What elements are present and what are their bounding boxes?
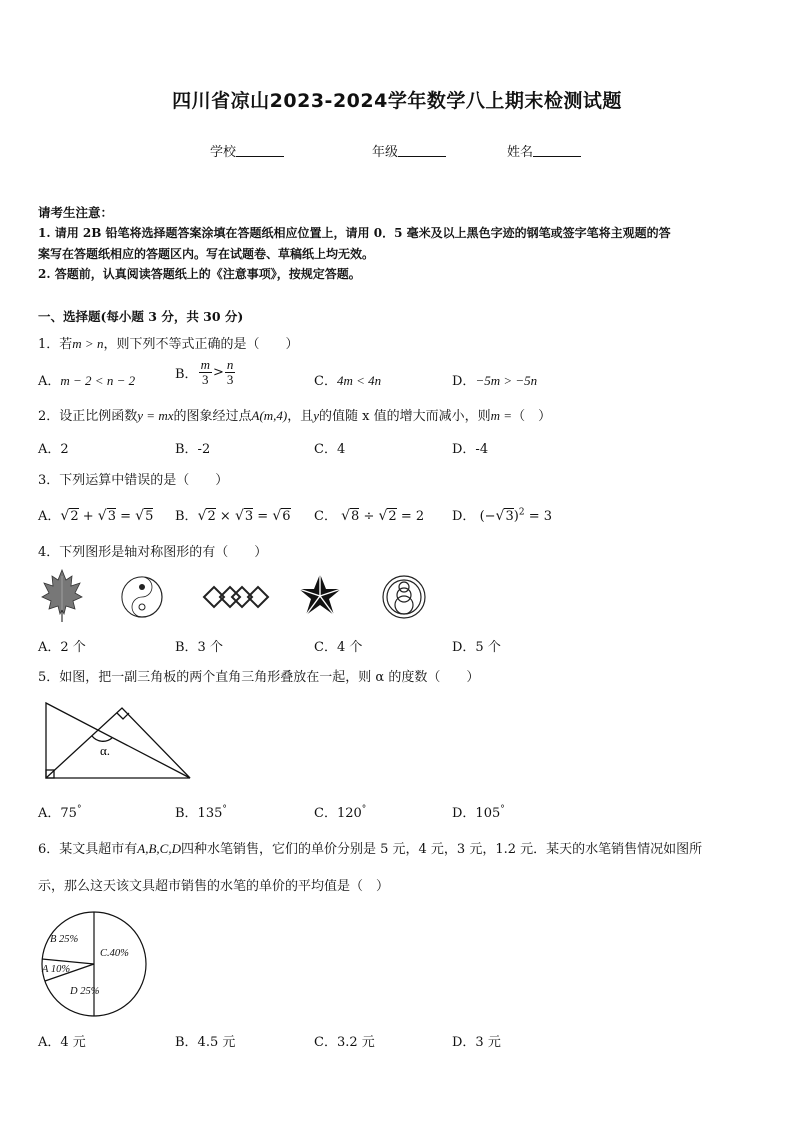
- triangle-2: [46, 708, 190, 778]
- q2-option-d: D．-4: [452, 442, 489, 457]
- q6-option-a: A．4 元: [38, 1035, 86, 1050]
- question-4: 4．下列图形是轴对称图形的有（ ）: [38, 545, 268, 560]
- q4-option-b: B．3 个: [175, 640, 223, 655]
- q1-suffix: ，则下列不等式正确的是（ ）: [103, 337, 299, 352]
- question-6-line-1: 6．某文具超市有A,B,C,D四种水笔销售，它们的单价分别是 5 元，4 元，3 元，1.2 元．某天的水笔销售情况如图所: [38, 841, 703, 857]
- question-2: [38, 405, 551, 424]
- name-label: 姓名: [507, 145, 534, 160]
- q2-option-a: A．2: [38, 442, 69, 457]
- q1-prefix: 1．若: [38, 337, 73, 352]
- q5-option-d: D．105°: [452, 804, 505, 821]
- q4-option-d: D．5 个: [452, 640, 501, 655]
- q1-a-label: A．: [38, 374, 61, 389]
- q2-suffix: 的值随 x 值的增大而减小，则: [319, 409, 491, 424]
- school-field: [210, 141, 284, 160]
- right-angle-mark-2: [117, 713, 129, 719]
- q6-option-c: C．3.2 元: [314, 1035, 375, 1050]
- q1-c-label: C．: [314, 374, 337, 389]
- notice-item-1a: 1. 请用 2B 铅笔将选择题答案涂填在答题纸相应位置上，请用 0．5 毫米及以上黑色字迹的钢笔或签字笔将主观题的答: [38, 226, 671, 240]
- grade-field: [372, 141, 446, 160]
- q2-point: A(m,4): [251, 408, 288, 423]
- name-field: [507, 141, 581, 160]
- q6-option-d: D．3 元: [452, 1035, 501, 1050]
- q1-d-math: −5m > −5n: [475, 373, 538, 388]
- q2-prefix: 2．设正比例函数: [38, 409, 138, 424]
- q1-d-label: D．: [452, 374, 476, 389]
- q4-figures: [36, 566, 426, 624]
- name-blank: [533, 144, 581, 157]
- question-6-line-2: 示，那么这天该文具超市销售的水笔的单价的平均值是（ ）: [38, 879, 390, 894]
- pentagon-star-figure: [299, 574, 341, 615]
- q1-b-op: >: [212, 365, 224, 380]
- pie-chart: [38, 908, 150, 1020]
- yin-yang-figure: [122, 577, 162, 617]
- q1-a-math: m − 2 < n − 2: [60, 373, 136, 388]
- q4-option-c: C．4 个: [314, 640, 363, 655]
- grade-blank: [398, 144, 446, 157]
- q1-b-label: B．: [175, 367, 198, 382]
- school-blank: [236, 144, 284, 157]
- chinese-knot-figure: [204, 587, 268, 607]
- notice-item-2: 2. 答题前，认真阅读答题纸上的《注意事项》，按规定答题。: [38, 267, 361, 281]
- question-1: [38, 333, 298, 352]
- pie-label-a: A 10%: [42, 964, 71, 975]
- q3-option-c: C． √8 ÷ √2 = 2: [314, 508, 425, 524]
- nested-circles-figure: [383, 576, 425, 618]
- notice-item-1b: 案写在答题纸相应的答题区内。写在试题卷、草稿纸上均无效。: [38, 247, 375, 261]
- school-label: 学校: [210, 145, 237, 160]
- notice-heading: 请考生注意：: [38, 205, 114, 220]
- q5-option-c: C．120°: [314, 804, 367, 821]
- q1-condition: m > n: [72, 336, 104, 351]
- q1-option-a: [38, 370, 135, 389]
- q2-option-b: B．-2: [175, 442, 211, 457]
- q2-mid2: ，且: [287, 409, 314, 424]
- question-5: 5．如图，把一副三角板的两个直角三角形叠放在一起，则 α 的度数（ ）: [38, 670, 480, 685]
- q2-end: （ ）: [512, 409, 552, 424]
- q2-function: y = mx: [137, 408, 174, 423]
- q1-b-frac-1: $\frac{m}{3}$: [200, 357, 210, 387]
- alpha-label: α.: [100, 743, 111, 758]
- q1-c-math: 4m < 4n: [336, 373, 382, 388]
- alpha-arc: [92, 736, 112, 741]
- q2-y: y: [313, 408, 320, 423]
- q2-m-eq: m =: [490, 408, 513, 423]
- q1-option-c: [314, 370, 381, 389]
- q2-option-c: C．4: [314, 442, 346, 457]
- q5-option-a: A．75°: [38, 804, 82, 821]
- q3-option-a: A．√2 + √3 = √5: [38, 508, 154, 524]
- pie-label-c: C.40%: [100, 948, 129, 959]
- q1-b-frac-2: $\frac{n}{3}$: [226, 357, 234, 387]
- triangles-diagram: [40, 700, 196, 784]
- pie-label-b: B 25%: [50, 934, 79, 945]
- question-3: 3．下列运算中错误的是（ ）: [38, 473, 229, 488]
- pie-label-d: D 25%: [70, 986, 100, 997]
- q1-option-b: [175, 358, 236, 387]
- q4-option-a: A．2 个: [38, 640, 86, 655]
- q6-option-b: B．4.5 元: [175, 1035, 236, 1050]
- q1-option-d: [452, 370, 537, 389]
- page-title: 四川省凉山2023-2024学年数学八上期末检测试题: [172, 90, 622, 112]
- q5-option-b: B．135°: [175, 804, 227, 821]
- section-heading: 一、选择题(每小题 3 分，共 30 分): [38, 309, 244, 324]
- q2-mid: 的图象经过点: [173, 409, 252, 424]
- maple-leaf-figure: [42, 570, 82, 622]
- grade-label: 年级: [372, 145, 399, 160]
- q3-option-d: D． $(-√3)^2 = 3$: [452, 507, 552, 524]
- q3-option-b: B．√2 × √3 = √6: [175, 508, 291, 524]
